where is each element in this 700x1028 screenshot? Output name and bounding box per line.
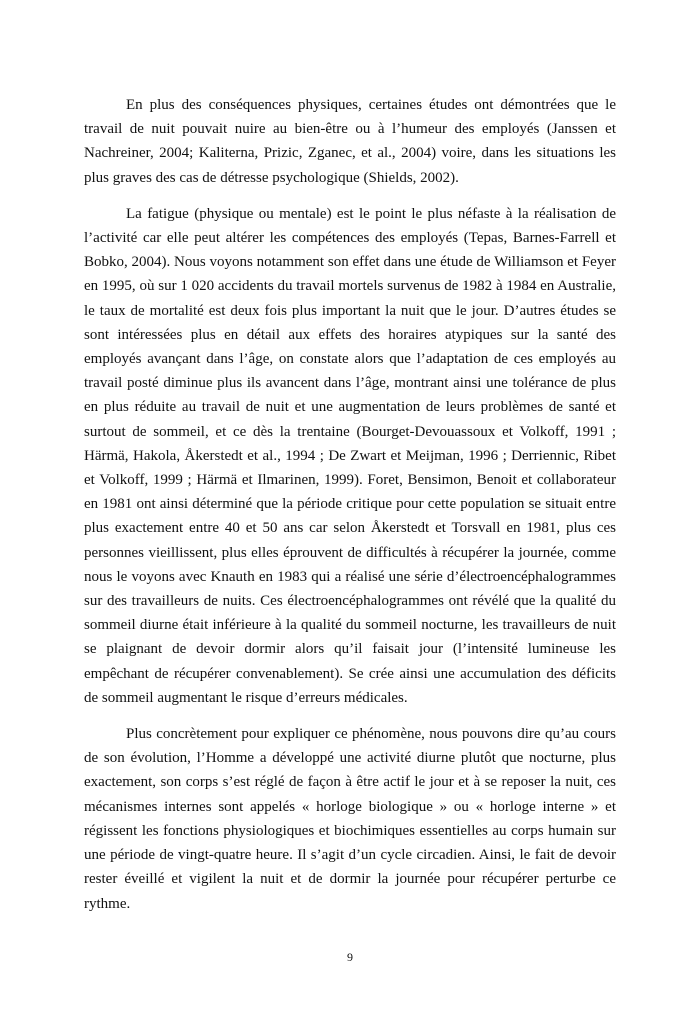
paragraph-2: La fatigue (physique ou mentale) est le point le plus néfaste à la réalisation de l’activité car elle peut altérer les compétences des employés (Tepas, Barnes-Farrell et Bobko, 2004). Nous voyons notamment son effet dans une étude de Williamson et Feyer en 1995, où sur 1 020 accidents du travail mortels survenus de 1982 à 1984 en Australie, le taux de mortalité est deux fois plus important la nuit que le jour. D’autres études se sont intéressées plus en détail aux effets des horaires atypiques sur la santé des employés avançant dans l’âge, on constate alors que l’adaptation de ces employés au travail posté diminue plus ils avancent dans l’âge, montrant ainsi une tolérance de plus en plus réduite au travail de nuit et une augmentation de leurs problèmes de santé et surtout de sommeil, et ce dès la trentaine (Bourget-Devouassoux et Volkoff, 1991 ; Härmä, Hakola, Åkerstedt et al., 1994 ; De Zwart et Meijman, 1996 ; Derriennic, Ribet et Volkoff, 1999 ; Härmä et Ilmarinen, 1999). Foret, Bensimon, Benoit et collaborateur en 1981 ont ainsi déterminé que la période critique pour cette population se situait entre plus exactement entre 40 et 50 ans car selon Åkerstedt et Torsvall en 1981, plus ces personnes vieillissent, plus elles éprouvent de difficultés à récupérer la journée, comme nous le voyons avec Knauth en 1983 qui a réalisé une série d’électroencéphalogrammes sur des travailleurs de nuits. Ces électroencéphalogrammes ont révélé que la qualité du sommeil diurne était inférieure à la qualité du sommeil nocturne, les travailleurs de nuit se plaignant de devoir dormir alors qu’il faisait jour (l’intensité lumineuse les empêchant de récupérer convenablement). Se crée ainsi une accumulation des déficits de sommeil augmentant le risque d’erreurs médicales. bbox=[84, 205, 616, 706]
document-body bbox=[84, 93, 616, 928]
paragraph-3: Plus concrètement pour expliquer ce phénomène, nous pouvons dire qu’au cours de son évolution, l’Homme a développé une activité diurne plutôt que nocturne, plus exactement, son corps s’est réglé de façon à être actif le jour et à se reposer la nuit, ces mécanismes internes sont appelés « horloge biologique » ou « horloge interne » et régissent les fonctions physiologiques et biochimiques essentielles au corps humain sur une période de vingt-quatre heure. Il s’agit d’un cycle circadien. Ainsi, le fait de devoir rester éveillé et vigilent la nuit et de dormir la journée pour récupérer perturbe ce rythme. bbox=[84, 726, 616, 912]
page-number: 9 bbox=[347, 950, 353, 964]
paragraph-1: En plus des conséquences physiques, certaines études ont démontrées que le travail de nuit pouvait nuire au bien-être ou à l’humeur des employés (Janssen et Nachreiner, 2004; Kaliterna, Prizic, Zganec, et al., 2004) voire, dans les situations les plus graves des cas de détresse psychologique (Shields, 2002). bbox=[84, 97, 616, 186]
